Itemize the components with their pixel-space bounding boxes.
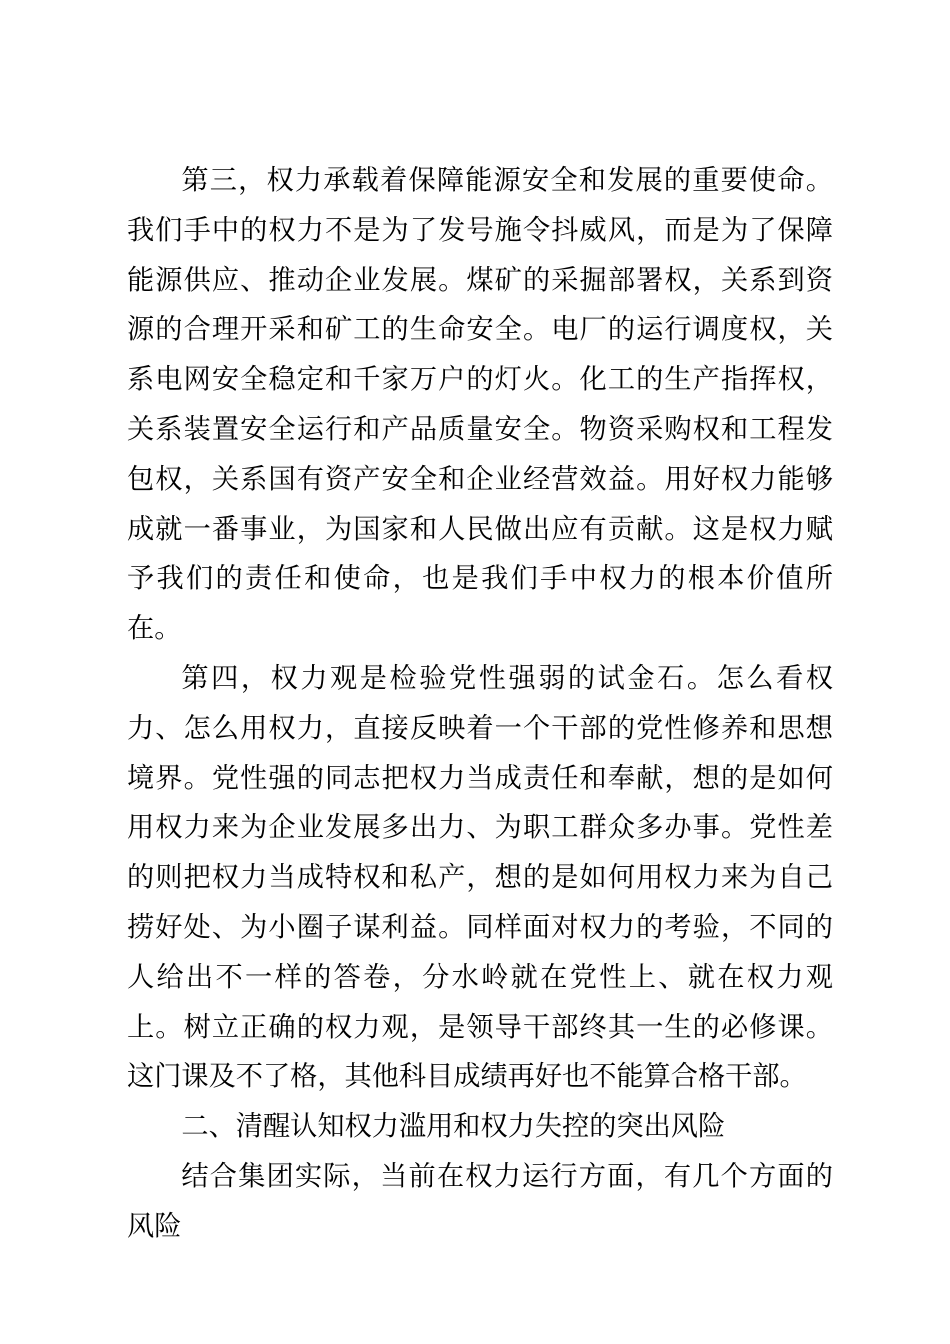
paragraph-fourth-point: 第四，权力观是检验党性强弱的试金石。怎么看权力、怎么用权力，直接反映着一个干部的党性修养和思想境界。党性强的同志把权力当成责任和奉献，想的是如何用权力来为企业发展多出力、为职工群众多办事。党性差的则把权力当成特权和私产，想的是如何用权力来为自己捞好处、为小圈子谋利益。同样面对权力的考验，不同的人给出不一样的答卷，分水岭就在党性上、就在权力观上。树立正确的权力观，是领导干部终其一生的必修课。这门课及不了格，其他科目成绩再好也不能算合格干部。 [127, 662, 833, 1093]
document-body [127, 156, 833, 1252]
section-heading-two: 二、清醒认知权力滥用和权力失控的突出风险 [181, 1111, 726, 1143]
paragraph-section-two-intro: 结合集团实际，当前在权力运行方面，有几个方面的风险 [127, 1160, 833, 1242]
paragraph-third-point: 第三，权力承载着保障能源安全和发展的重要使命。我们手中的权力不是为了发号施令抖威风，而是为了保障能源供应、推动企业发展。煤矿的采掘部署权，关系到资源的合理开采和矿工的生命安全。电厂的运行调度权，关系电网安全稳定和千家万户的灯火。化工的生产指挥权，关系装置安全运行和产品质量安全。物资采购权和工程发包权，关系国有资产安全和企业经营效益。用好权力能够成就一番事业，为国家和人民做出应有贡献。这是权力赋予我们的责任和使命，也是我们手中权力的根本价值所在。 [127, 165, 833, 645]
